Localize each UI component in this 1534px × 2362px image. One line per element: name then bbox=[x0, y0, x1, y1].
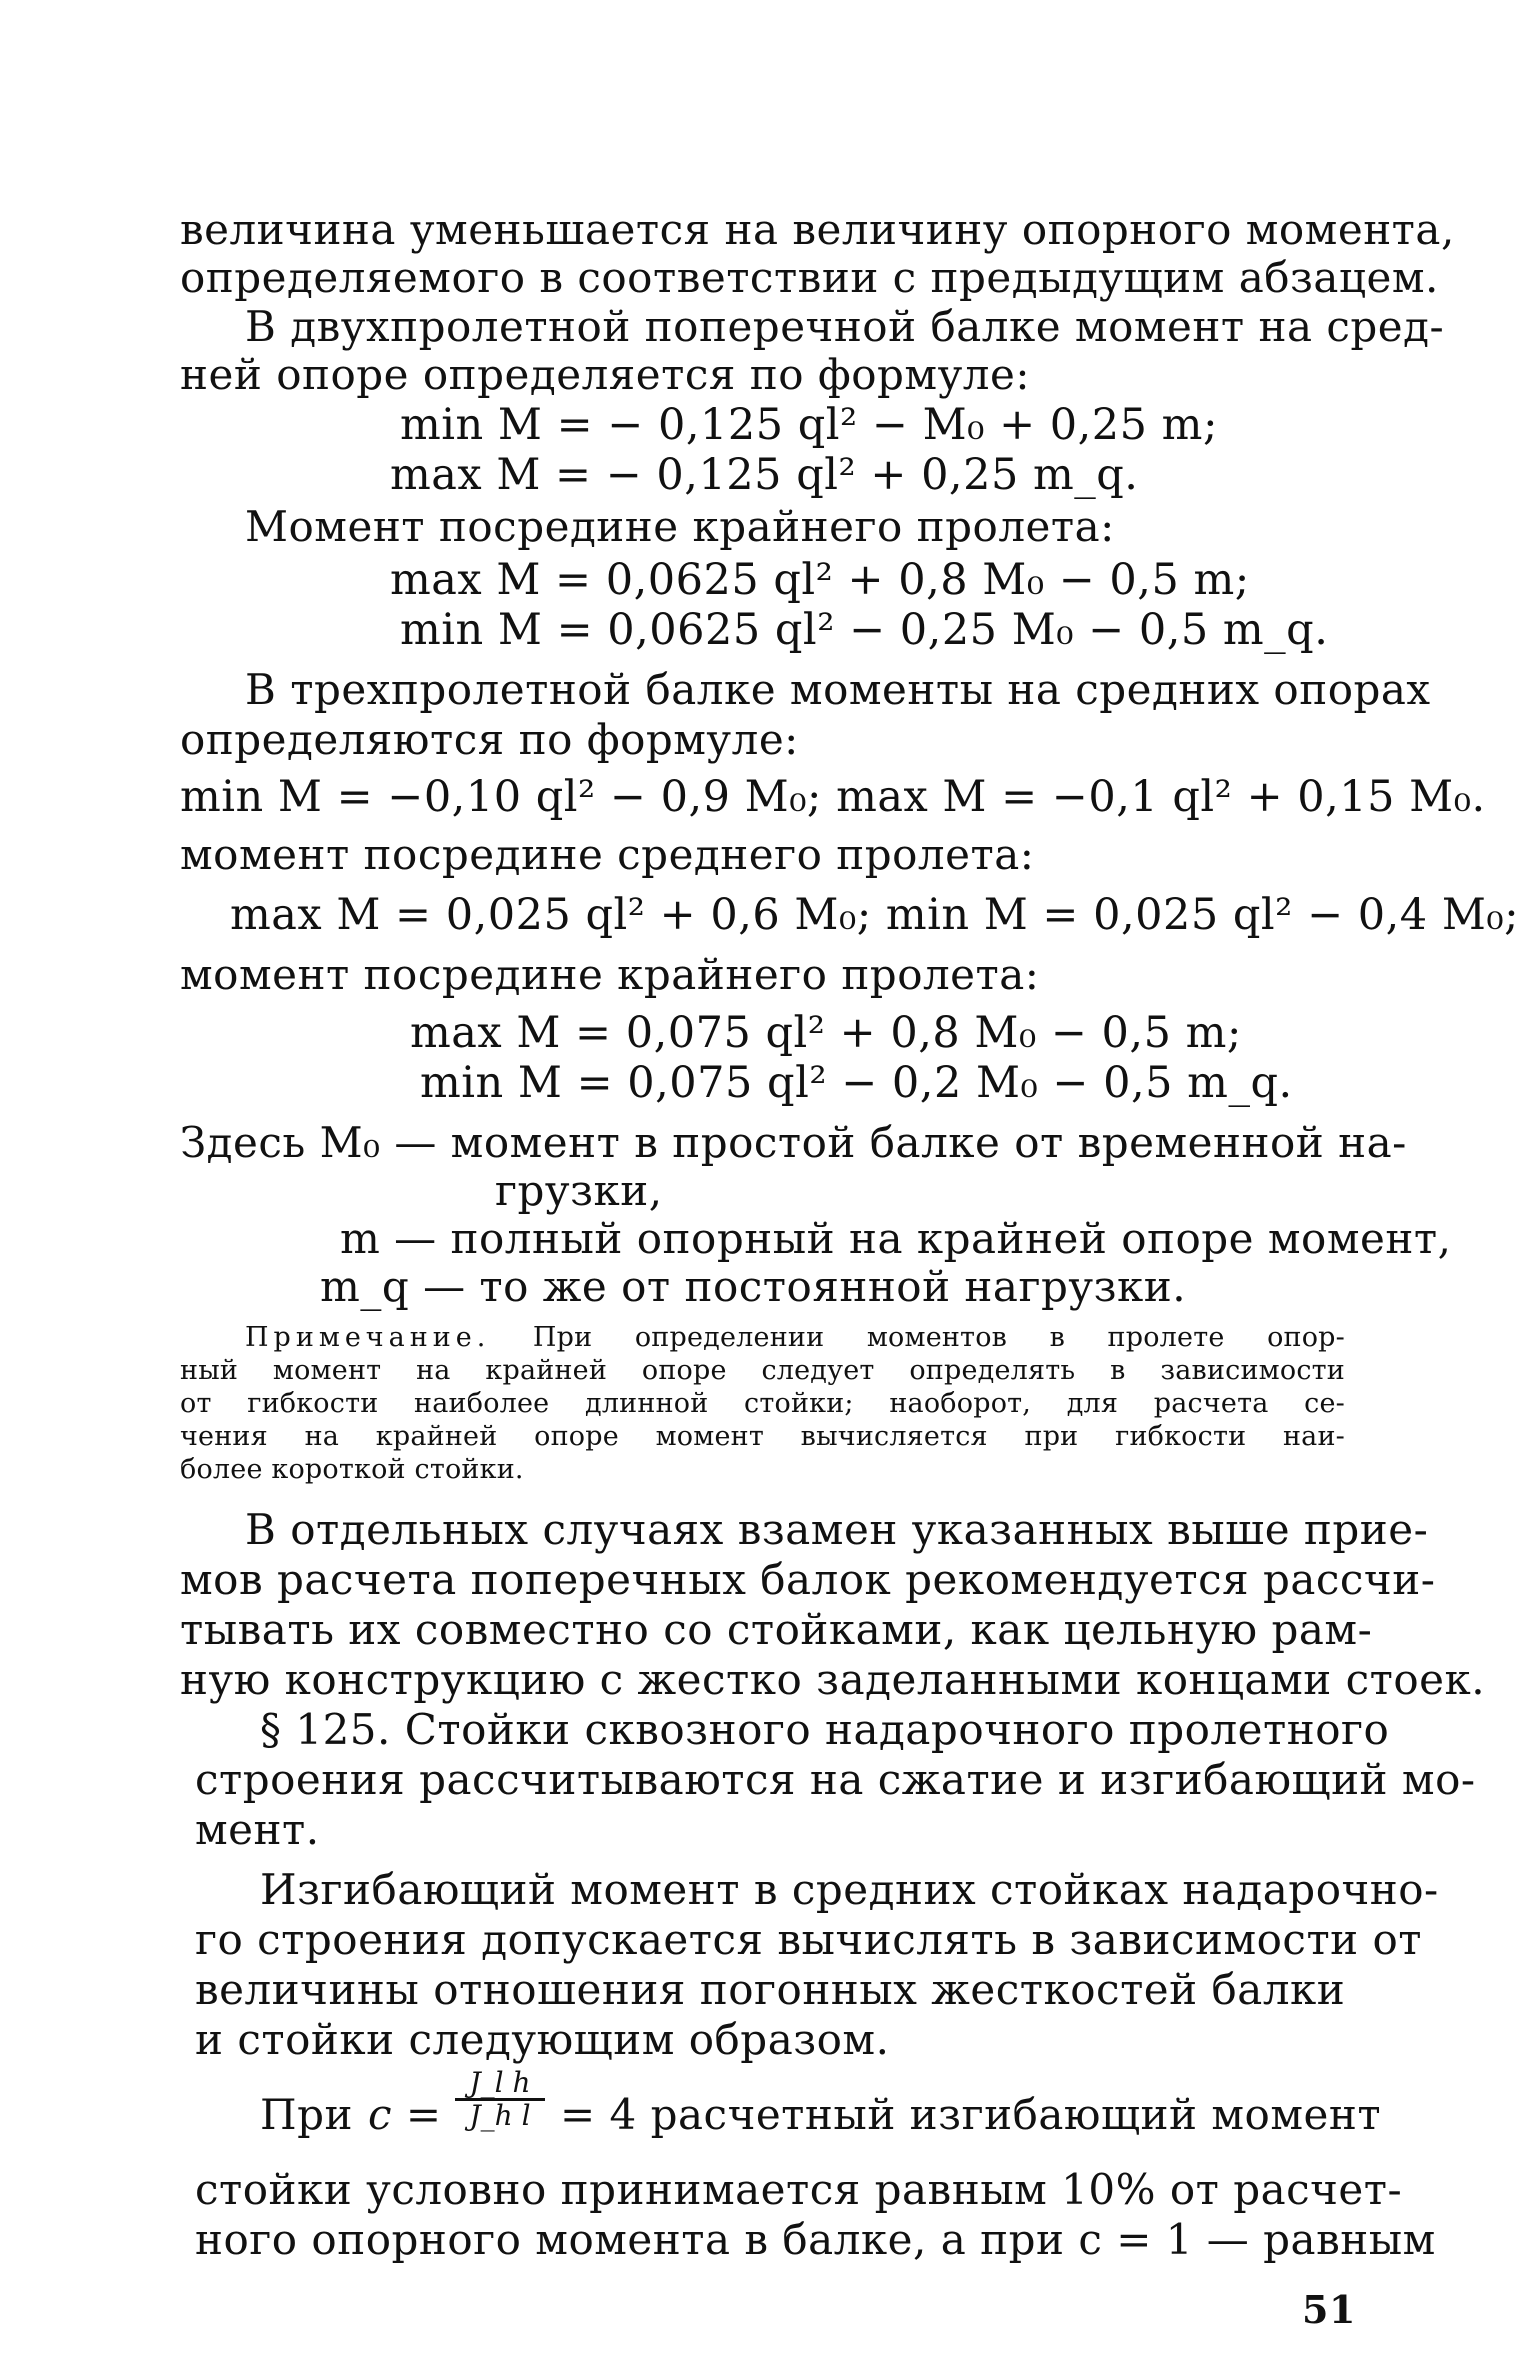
paragraph-2-line-1: В двухпролетной поперечной балке момент на сред- bbox=[245, 302, 1445, 351]
paragraph-8-line-1: § 125. Стойки сквозного надарочного пролетного bbox=[260, 1705, 1390, 1754]
note-label: Примечание. bbox=[245, 1322, 491, 1353]
formula-min-m-two-span: min M = − 0,125 ql² − M₀ + 0,25 m; bbox=[400, 400, 1218, 450]
paragraph-7-line-4: ную конструкцию с жестко заделанными концами стоек. bbox=[180, 1655, 1486, 1704]
paragraph-7-line-1: В отдельных случаях взамен указанных выше прие- bbox=[245, 1505, 1429, 1554]
paragraph-10-lead: При bbox=[260, 2090, 354, 2139]
note-line-3: от гибкости наиболее длинной стойки; наоборот, для расчета се- bbox=[180, 1388, 1345, 1419]
paragraph-10-lhs: c = bbox=[368, 2090, 442, 2139]
formula-min-m-three-span-edge: min M = 0,075 ql² − 0,2 M₀ − 0,5 m_q. bbox=[420, 1058, 1293, 1108]
paragraph-9-line-3: величины отношения погонных жесткостей балки bbox=[195, 1965, 1346, 2014]
paragraph-10-rest: = 4 расчетный изгибающий момент bbox=[560, 2090, 1382, 2139]
formula-middle-span: max M = 0,025 ql² + 0,6 M₀; min M = 0,025 ql² − 0,4 M₀; bbox=[230, 890, 1520, 940]
note-line-4: чения на крайней опоре момент вычисляется при гибкости наи- bbox=[180, 1421, 1345, 1452]
note-line-1 bbox=[245, 1322, 1345, 1354]
fraction-denominator: J_h l bbox=[469, 2099, 531, 2132]
paragraph-5: момент посредине среднего пролета: bbox=[180, 830, 1035, 879]
paragraph-1-line-1: величина уменьшается на величину опорного момента, bbox=[180, 205, 1455, 254]
formula-max-m-two-span: max M = − 0,125 ql² + 0,25 m_q. bbox=[390, 450, 1139, 500]
fraction-numerator: J_l h bbox=[455, 2068, 545, 2101]
legend-line-1: Здесь M₀ — момент в простой балке от временной на- bbox=[180, 1118, 1407, 1167]
paragraph-11-line-2: ного опорного момента в балке, а при c = 1 — равным bbox=[195, 2215, 1436, 2264]
note-line-2: ный момент на крайней опоре следует определять в зависимости bbox=[180, 1355, 1345, 1386]
paragraph-11-line-1: стойки условно принимается равным 10% от расчет- bbox=[195, 2165, 1403, 2214]
paragraph-9-line-4: и стойки следующим образом. bbox=[195, 2015, 890, 2064]
legend-line-4: m_q — то же от постоянной нагрузки. bbox=[320, 1262, 1187, 1311]
stiffness-ratio-fraction bbox=[455, 2068, 545, 2131]
page-number: 51 bbox=[1302, 2287, 1356, 2332]
formula-max-m-edge-span: max M = 0,0625 ql² + 0,8 M₀ − 0,5 m; bbox=[390, 555, 1250, 605]
paragraph-7-line-2: мов расчета поперечных балок рекомендуется рассчи- bbox=[180, 1555, 1436, 1604]
paragraph-4-line-2: определяются по формуле: bbox=[180, 715, 799, 764]
paragraph-7-line-3: тывать их совместно со стойками, как цельную рам- bbox=[180, 1605, 1373, 1654]
note-text-1: При определении моментов в пролете опор- bbox=[532, 1322, 1345, 1353]
formula-min-m-edge-span: min M = 0,0625 ql² − 0,25 M₀ − 0,5 m_q. bbox=[400, 605, 1329, 655]
paragraph-9-line-1: Изгибающий момент в средних стойках надарочно- bbox=[260, 1865, 1439, 1914]
paragraph-1-line-2: определяемого в соответствии с предыдущим абзацем. bbox=[180, 253, 1439, 302]
paragraph-9-line-2: го строения допускается вычислять в зависимости от bbox=[195, 1915, 1423, 1964]
note-line-5: более короткой стойки. bbox=[180, 1454, 524, 1485]
paragraph-4-line-1: В трехпролетной балке моменты на средних опорах bbox=[245, 665, 1431, 714]
legend-line-2: грузки, bbox=[495, 1166, 663, 1215]
paragraph-2-line-2: ней опоре определяется по формуле: bbox=[180, 350, 1030, 399]
formula-three-span-supports: min M = −0,10 ql² − 0,9 M₀; max M = −0,1 ql² + 0,15 M₀. bbox=[180, 772, 1486, 822]
legend-line-3: m — полный опорный на крайней опоре момент, bbox=[340, 1214, 1452, 1263]
paragraph-8-line-2: строения рассчитываются на сжатие и изгибающий мо- bbox=[195, 1755, 1476, 1804]
paragraph-6: момент посредине крайнего пролета: bbox=[180, 950, 1040, 999]
formula-max-m-three-span-edge: max M = 0,075 ql² + 0,8 M₀ − 0,5 m; bbox=[410, 1008, 1242, 1058]
paragraph-3: Момент посредине крайнего пролета: bbox=[245, 502, 1115, 551]
paragraph-8-line-3: мент. bbox=[195, 1805, 320, 1854]
